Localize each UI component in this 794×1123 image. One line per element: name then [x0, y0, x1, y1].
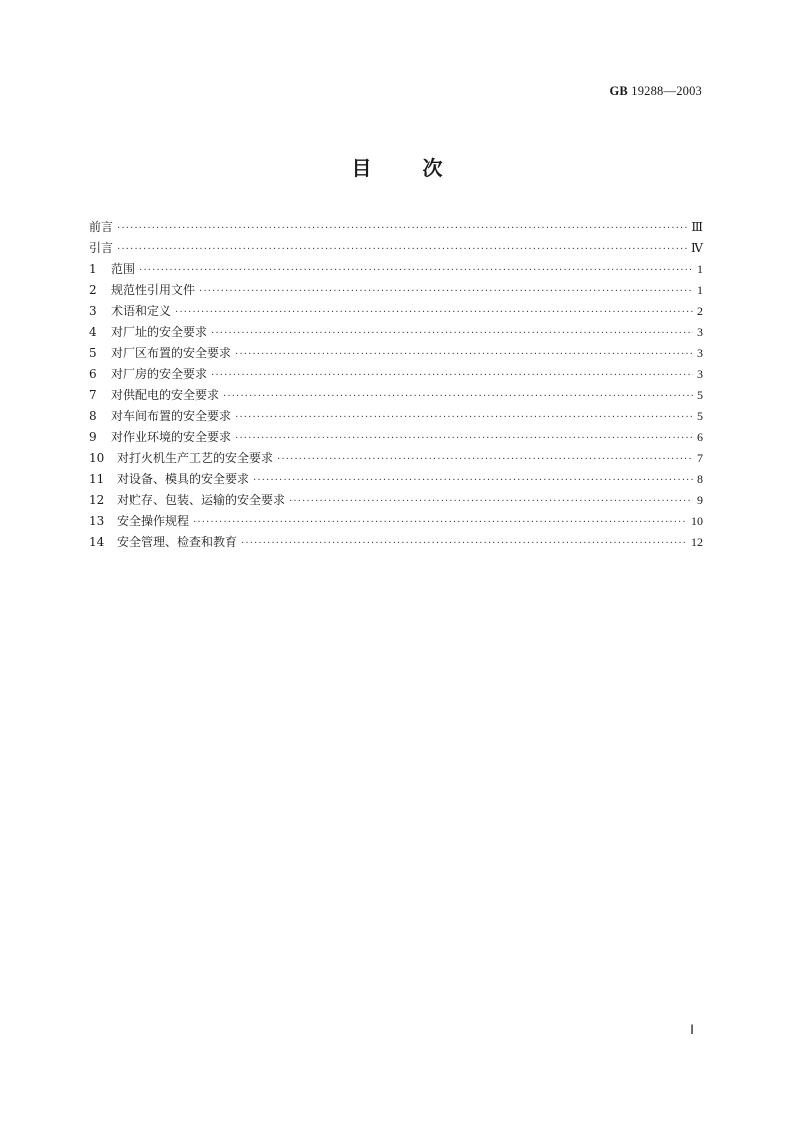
toc-leader-dots — [175, 302, 693, 323]
toc-entry-title: 对厂址的安全要求 — [111, 325, 208, 339]
toc-leader-dots — [211, 323, 693, 344]
standard-code — [609, 84, 702, 99]
toc-entry-title: 对贮存、包装、运输的安全要求 — [117, 493, 286, 507]
toc-entry[interactable] — [89, 448, 703, 469]
toc-entry-title: 安全管理、检查和教育 — [117, 535, 238, 549]
toc-entry-number: 8 — [89, 409, 97, 423]
toc-entry-number: 13 — [89, 514, 105, 528]
toc-entry-page: 8 — [697, 472, 703, 486]
toc-entry-page: 3 — [697, 325, 703, 339]
toc-leader-dots — [277, 449, 693, 470]
toc-entry-title: 安全操作规程 — [117, 514, 190, 528]
toc-entry-number: 3 — [89, 304, 97, 318]
toc-entry[interactable] — [89, 217, 703, 238]
toc-leader-dots — [235, 407, 693, 428]
toc-entry[interactable] — [89, 532, 703, 553]
toc-entry-title: 对设备、模具的安全要求 — [117, 472, 250, 486]
toc-entry-title: 前言 — [89, 220, 114, 234]
toc-entry-number: 9 — [89, 430, 97, 444]
title-char-1: 目 — [351, 156, 372, 180]
toc-entry[interactable] — [89, 511, 703, 532]
title-char-2: 次 — [422, 156, 443, 180]
standard-number: 19288—2003 — [631, 84, 702, 98]
toc-entry-title: 范围 — [111, 262, 136, 276]
toc-leader-dots — [117, 239, 687, 260]
toc-entry-number: 4 — [89, 325, 97, 339]
toc-entry-page: Ⅳ — [691, 241, 703, 255]
toc-entry[interactable] — [89, 427, 703, 448]
toc-entry-number: 6 — [89, 367, 97, 381]
toc-entry-page: 5 — [697, 409, 703, 423]
toc-entry[interactable] — [89, 259, 703, 280]
toc-entry-title: 规范性引用文件 — [111, 283, 196, 297]
toc-entry-page: 2 — [697, 304, 703, 318]
toc-entry-title: 对车间布置的安全要求 — [111, 409, 232, 423]
toc-leader-dots — [139, 260, 693, 281]
toc-entry-page: 3 — [697, 367, 703, 381]
toc-entry[interactable] — [89, 280, 703, 301]
toc-entry-page: 10 — [691, 514, 703, 528]
toc-leader-dots — [211, 365, 693, 386]
toc-entry-number: 11 — [89, 472, 105, 486]
table-of-contents — [89, 217, 703, 553]
standard-prefix: GB — [609, 84, 628, 98]
toc-leader-dots — [193, 512, 687, 533]
toc-entry[interactable] — [89, 385, 703, 406]
toc-leader-dots — [117, 218, 687, 239]
toc-entry-page: 6 — [697, 430, 703, 444]
toc-entry-page: 1 — [697, 283, 703, 297]
toc-entry-page: 12 — [691, 535, 703, 549]
toc-entry[interactable] — [89, 322, 703, 343]
toc-entry[interactable] — [89, 469, 703, 490]
toc-leader-dots — [289, 491, 693, 512]
toc-entry-page: 7 — [697, 451, 703, 465]
toc-entry-number: 1 — [89, 262, 97, 276]
toc-entry-title: 对厂房的安全要求 — [111, 367, 208, 381]
page-number: Ⅰ — [690, 1022, 694, 1037]
toc-leader-dots — [223, 386, 693, 407]
toc-entry-title: 对打火机生产工艺的安全要求 — [117, 451, 274, 465]
toc-entry-number: 14 — [89, 535, 105, 549]
toc-leader-dots — [235, 428, 693, 449]
toc-entry-page: 1 — [697, 262, 703, 276]
toc-leader-dots — [253, 470, 693, 491]
toc-leader-dots — [199, 281, 693, 302]
toc-entry-page: 3 — [697, 346, 703, 360]
toc-entry-number: 7 — [89, 388, 97, 402]
toc-leader-dots — [235, 344, 693, 365]
toc-entry[interactable] — [89, 364, 703, 385]
toc-entry-page: 9 — [697, 493, 703, 507]
toc-entry-page: 5 — [697, 388, 703, 402]
toc-entry-title: 对作业环境的安全要求 — [111, 430, 232, 444]
toc-entry-number: 10 — [89, 451, 105, 465]
toc-entry[interactable] — [89, 301, 703, 322]
toc-entry[interactable] — [89, 238, 703, 259]
toc-entry-number: 2 — [89, 283, 97, 297]
toc-leader-dots — [241, 533, 687, 554]
toc-entry[interactable] — [89, 343, 703, 364]
page-title — [0, 152, 794, 181]
toc-entry-title: 对供配电的安全要求 — [111, 388, 220, 402]
toc-entry-number: 5 — [89, 346, 97, 360]
toc-entry-number: 12 — [89, 493, 105, 507]
toc-entry-title: 术语和定义 — [111, 304, 172, 318]
toc-entry-title: 引言 — [89, 241, 114, 255]
toc-entry-title: 对厂区布置的安全要求 — [111, 346, 232, 360]
toc-entry[interactable] — [89, 490, 703, 511]
toc-entry[interactable] — [89, 406, 703, 427]
toc-entry-page: Ⅲ — [691, 220, 703, 234]
